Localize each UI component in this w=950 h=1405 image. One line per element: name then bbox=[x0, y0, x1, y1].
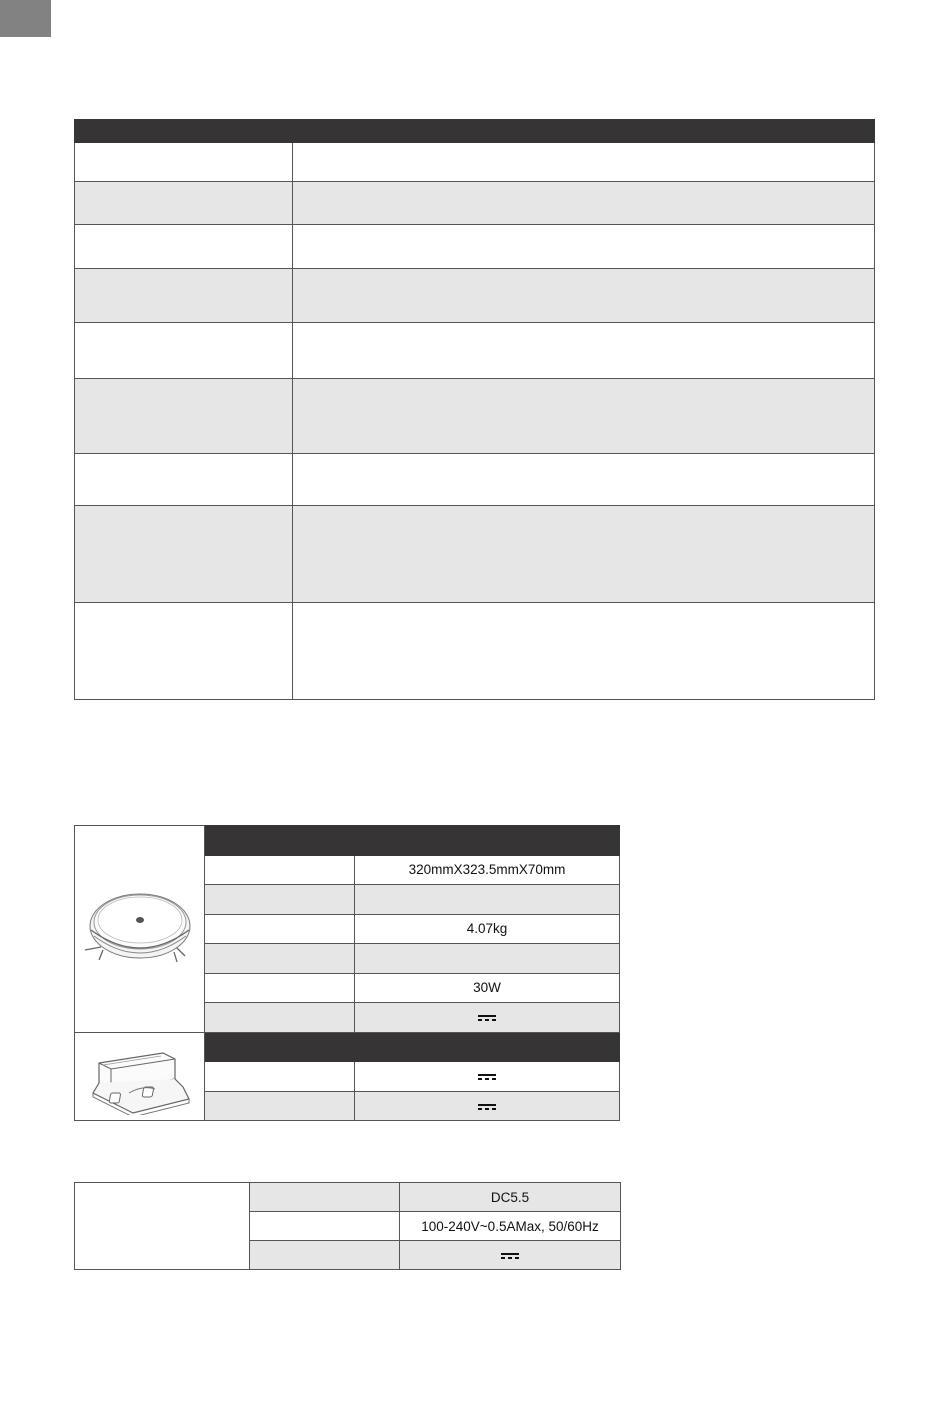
row-label bbox=[250, 1183, 400, 1212]
row-value bbox=[355, 1091, 620, 1121]
product-parameters-table bbox=[74, 825, 620, 1121]
robot-vacuum-image bbox=[81, 882, 199, 972]
row-label bbox=[75, 225, 293, 269]
dc-current-icon bbox=[478, 1014, 496, 1022]
robot-image-cell bbox=[75, 826, 205, 1033]
row-value: 4.07kg bbox=[355, 914, 620, 944]
row-label bbox=[205, 826, 355, 856]
adapter-table bbox=[74, 1182, 621, 1270]
dc-current-icon bbox=[501, 1252, 519, 1260]
table-row bbox=[75, 379, 875, 454]
row-value bbox=[355, 1062, 620, 1092]
row-label bbox=[75, 379, 293, 454]
dc-current-icon bbox=[478, 1073, 496, 1081]
dock-header-row bbox=[75, 1032, 620, 1062]
row-value bbox=[293, 143, 875, 182]
row-label bbox=[250, 1241, 400, 1270]
row-label bbox=[205, 1003, 355, 1033]
table-row bbox=[75, 506, 875, 603]
row-value bbox=[293, 323, 875, 379]
table-row bbox=[75, 1183, 621, 1212]
table-row bbox=[75, 323, 875, 379]
table-row bbox=[75, 182, 875, 225]
table-row bbox=[75, 454, 875, 506]
row-label bbox=[205, 944, 355, 974]
row-value bbox=[400, 1241, 621, 1270]
row-label bbox=[75, 603, 293, 700]
row-value bbox=[293, 506, 875, 603]
row-label bbox=[205, 1032, 355, 1062]
row-label bbox=[75, 143, 293, 182]
row-label bbox=[250, 1212, 400, 1241]
row-value: DC5.5 bbox=[400, 1183, 621, 1212]
row-value bbox=[293, 225, 875, 269]
row-value bbox=[293, 603, 875, 700]
row-value bbox=[293, 269, 875, 323]
row-value bbox=[355, 1003, 620, 1033]
row-value: 30W bbox=[355, 973, 620, 1003]
row-label bbox=[205, 1091, 355, 1121]
row-label bbox=[75, 269, 293, 323]
row-label bbox=[205, 973, 355, 1003]
row-value bbox=[355, 885, 620, 915]
row-label bbox=[75, 323, 293, 379]
row-value: 100-240V~0.5AMax, 50/60Hz bbox=[400, 1212, 621, 1241]
row-value bbox=[293, 182, 875, 225]
table-row bbox=[75, 225, 875, 269]
row-value bbox=[293, 379, 875, 454]
robot-header-row bbox=[75, 826, 620, 856]
row-label bbox=[75, 506, 293, 603]
row-label bbox=[205, 914, 355, 944]
specifications-table bbox=[74, 119, 875, 700]
table-row bbox=[75, 143, 875, 182]
adapter-title-cell bbox=[75, 1183, 250, 1270]
table-row bbox=[75, 269, 875, 323]
row-value bbox=[355, 826, 620, 856]
row-label bbox=[75, 182, 293, 225]
row-value: 320mmX323.5mmX70mm bbox=[355, 855, 620, 885]
row-label bbox=[205, 885, 355, 915]
row-label bbox=[75, 454, 293, 506]
row-label bbox=[205, 1062, 355, 1092]
row-value bbox=[355, 944, 620, 974]
table-row bbox=[75, 603, 875, 700]
dc-current-icon bbox=[478, 1103, 496, 1111]
row-label bbox=[205, 855, 355, 885]
page-corner-tab bbox=[0, 0, 51, 37]
row-value bbox=[355, 1032, 620, 1062]
table-header-row bbox=[75, 120, 875, 143]
charging-dock-image bbox=[85, 1035, 195, 1115]
row-value bbox=[293, 454, 875, 506]
dock-image-cell bbox=[75, 1032, 205, 1121]
